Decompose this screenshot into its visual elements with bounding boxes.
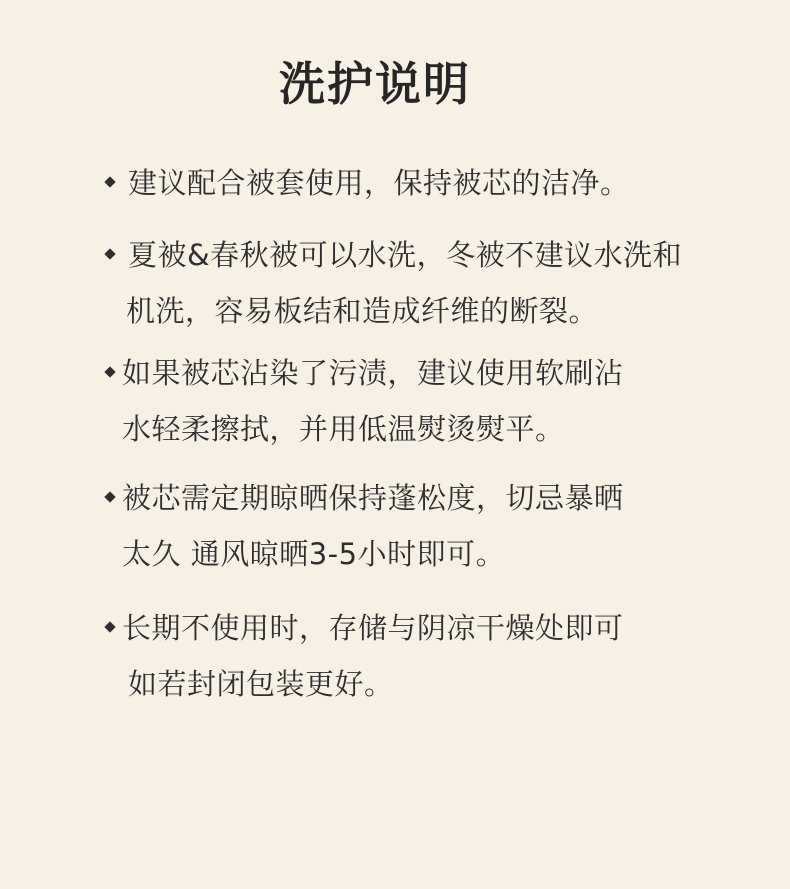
instruction-line: 如果被芯沾染了污渍，建议使用软刷沾 <box>106 345 624 401</box>
instruction-line: 建议配合被套使用，保持被芯的洁净。 <box>106 155 630 211</box>
bullet-icon <box>104 176 115 187</box>
instruction-line: 水轻柔擦拭，并用低温熨烫熨平。 <box>122 412 565 446</box>
instruction-line: 如若封闭包装更好。 <box>128 667 394 701</box>
page-title: 洗护说明 <box>279 57 471 111</box>
instruction-line: 机洗，容易板结和造成纤维的断裂。 <box>126 294 599 328</box>
care-instruction-item <box>106 470 624 582</box>
instruction-line: 夏被&春秋被可以水洗，冬被不建议水洗和 <box>106 227 682 283</box>
bullet-icon <box>104 621 115 632</box>
bullet-icon <box>104 491 115 502</box>
care-instruction-item <box>106 155 630 211</box>
instruction-line: 长期不使用时，存储与阴凉干燥处即可 <box>106 600 624 656</box>
care-instruction-item <box>106 600 624 712</box>
care-instruction-item <box>106 345 624 457</box>
instruction-line: 太久 通风晾晒3-5小时即可。 <box>122 537 506 571</box>
bullet-icon <box>104 248 115 259</box>
care-instruction-item <box>106 227 682 339</box>
bullet-icon <box>104 366 115 377</box>
instruction-line: 被芯需定期晾晒保持蓬松度，切忌暴晒 <box>106 470 624 526</box>
